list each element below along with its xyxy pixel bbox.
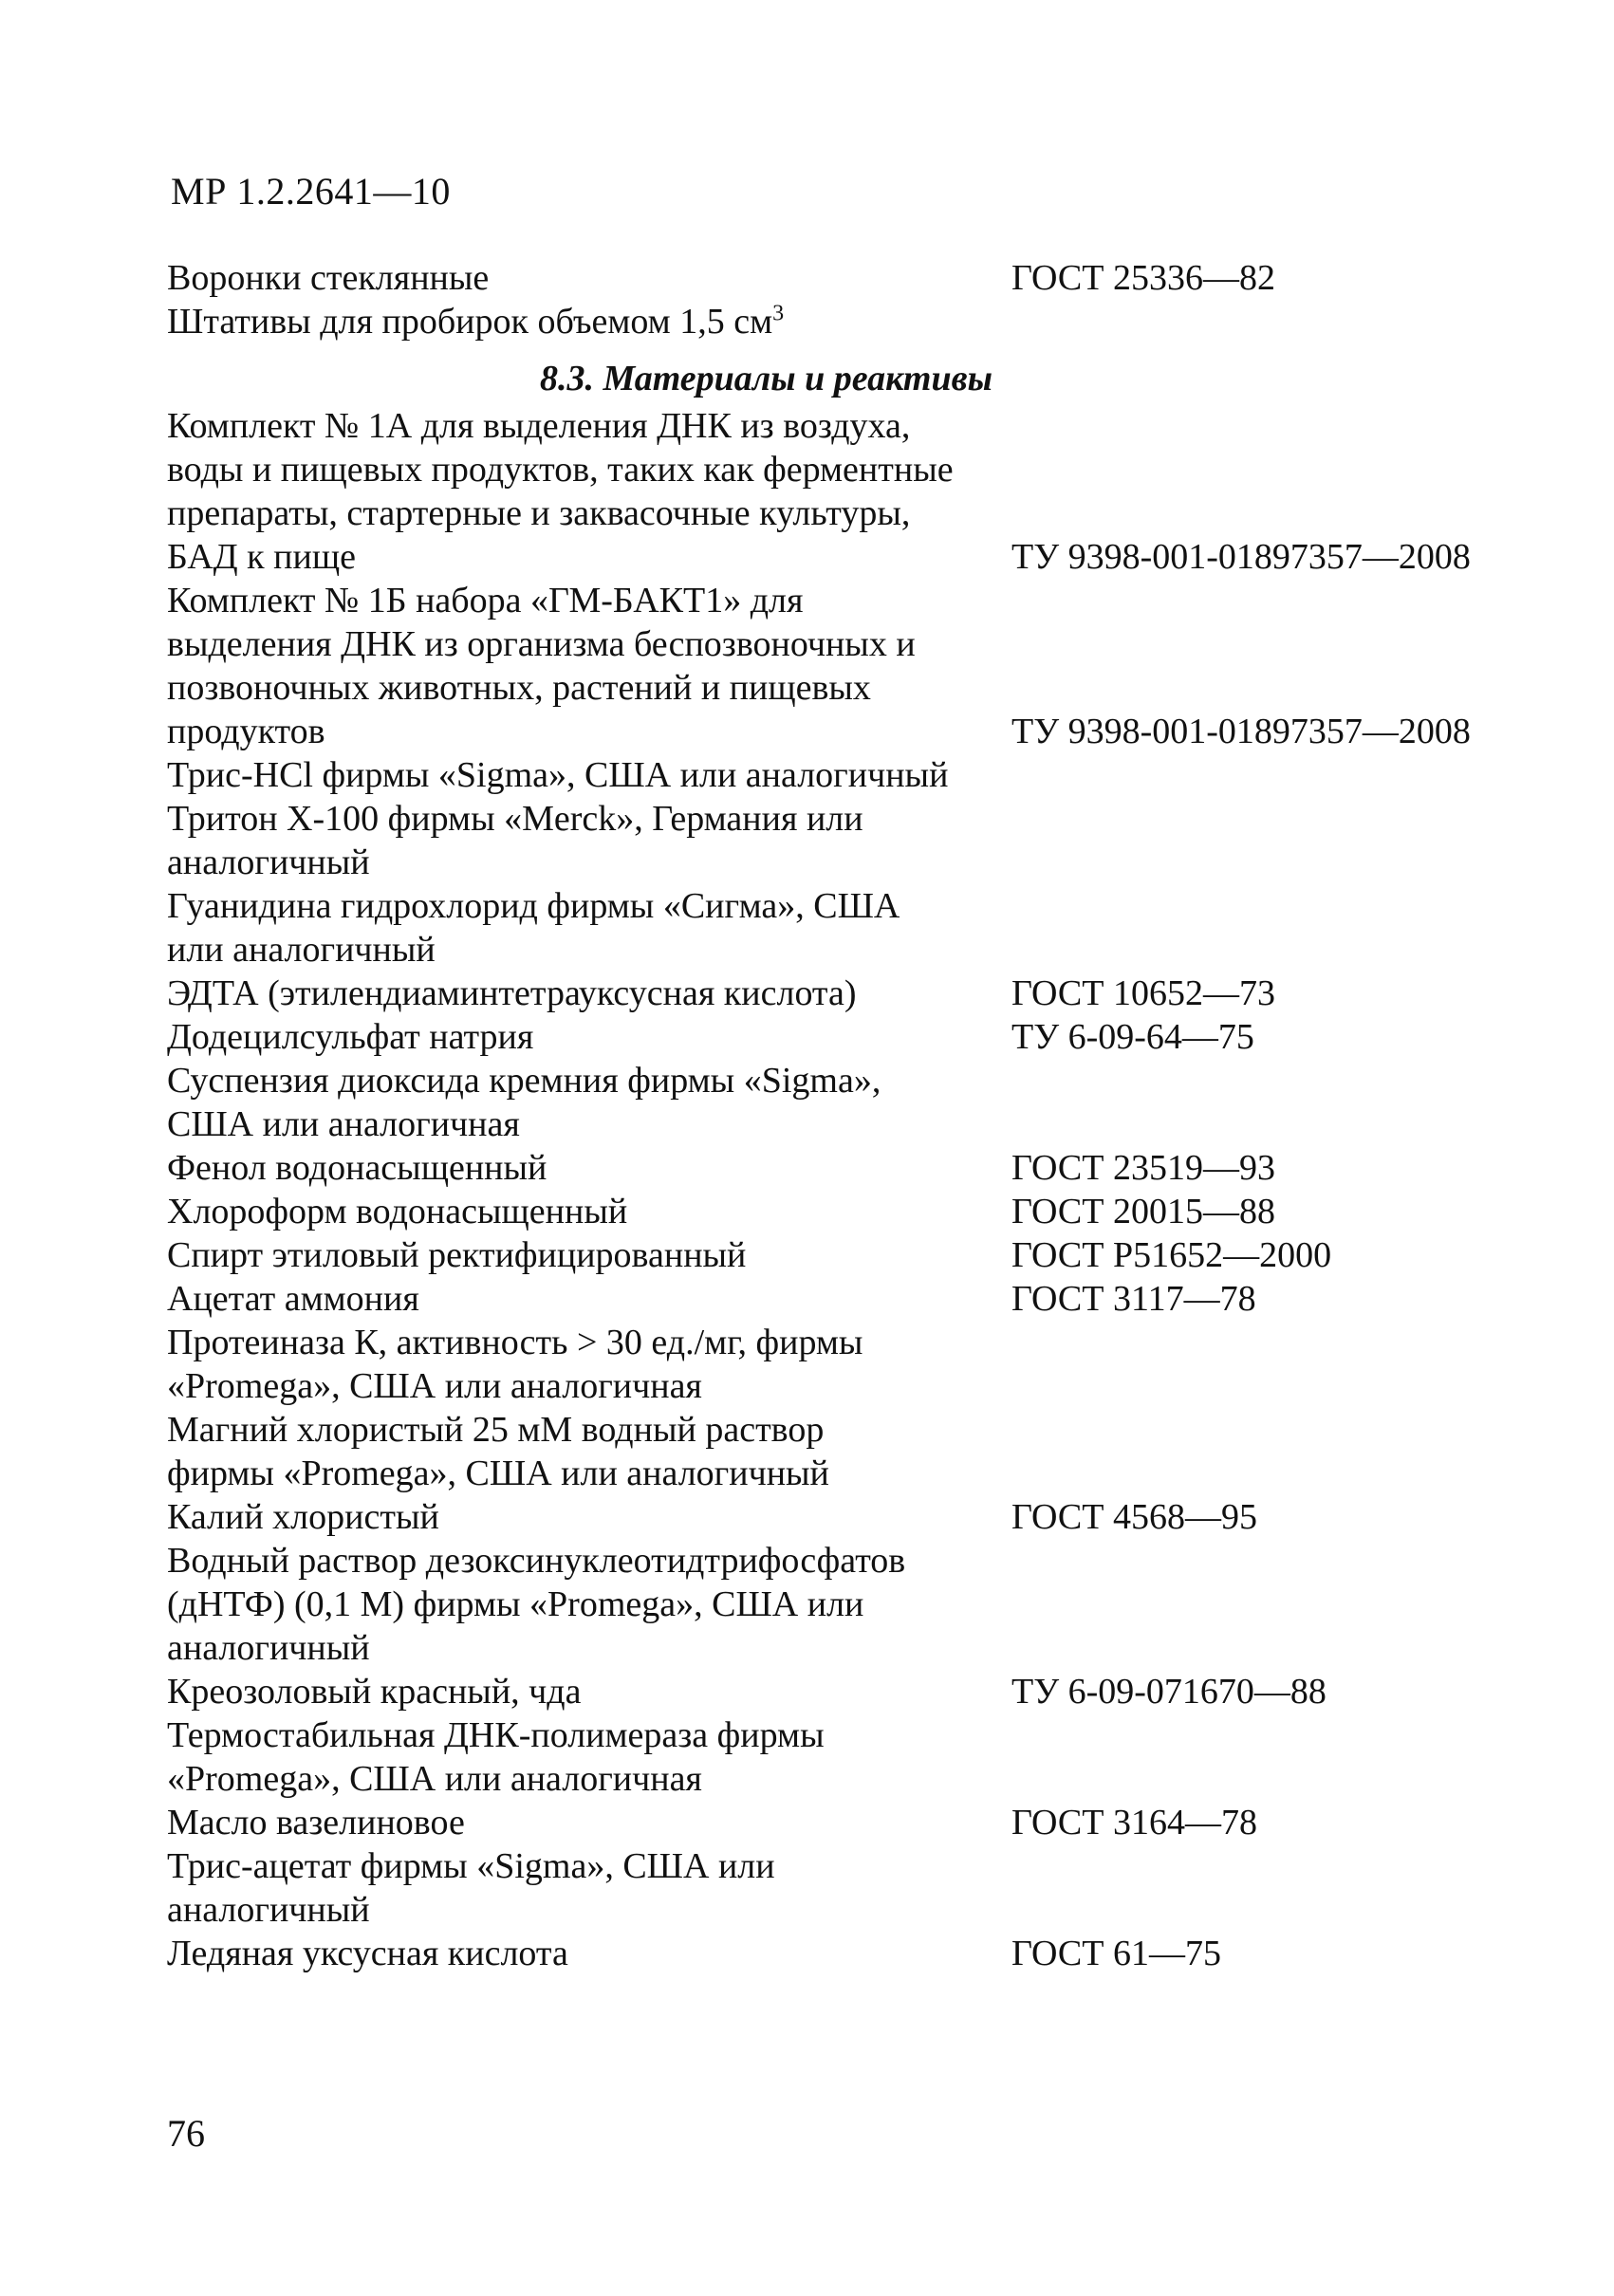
material-row	[167, 1539, 1514, 1670]
material-row	[167, 972, 1514, 1015]
material-name-line: Додецилсульфат натрия	[167, 1017, 534, 1057]
material-name	[167, 1408, 1011, 1495]
material-standard: ГОСТ 3164—78	[1011, 1803, 1257, 1842]
material-standard: ТУ 9398-001-01897357—2008	[1011, 537, 1471, 577]
material-name	[167, 1539, 1011, 1670]
material-name	[167, 1146, 1011, 1190]
document-code: МР 1.2.2641—10	[171, 170, 451, 213]
equipment-row	[167, 300, 1514, 343]
page-number: 76	[167, 2112, 205, 2155]
material-standard: ГОСТ 23519—93	[1011, 1148, 1275, 1188]
material-name-line: Масло вазелиновое	[167, 1803, 465, 1842]
material-name	[167, 1713, 1011, 1801]
material-name	[167, 1190, 1011, 1233]
material-name-line: ЭДТА (этилендиаминтетрауксусная кислота)	[167, 973, 857, 1013]
material-row	[167, 1233, 1514, 1277]
material-row	[167, 1059, 1514, 1146]
material-standard: ГОСТ 3117—78	[1011, 1279, 1256, 1319]
material-name-line: аналогичный	[167, 842, 370, 882]
material-name-line: США или аналогичная	[167, 1104, 520, 1144]
material-name	[167, 1059, 1011, 1146]
equipment-name	[167, 300, 1011, 343]
material-name-line: или аналогичный	[167, 930, 436, 970]
material-row	[167, 884, 1514, 972]
material-row	[167, 1932, 1514, 1975]
material-row	[167, 1801, 1514, 1844]
materials-list	[167, 404, 1514, 1975]
material-name	[167, 1321, 1011, 1408]
material-name-line: Фенол водонасыщенный	[167, 1148, 547, 1188]
material-row	[167, 1495, 1514, 1539]
material-name	[167, 1801, 1011, 1844]
equipment-standard: ГОСТ 25336—82	[1011, 258, 1275, 298]
section-title: 8.3. Материалы и реактивы	[540, 359, 993, 398]
material-name	[167, 1277, 1011, 1321]
material-row	[167, 1844, 1514, 1932]
material-name-line: Суспензия диоксида кремния фирмы «Sigma»,	[167, 1061, 881, 1101]
material-name-line: Трис-ацетат фирмы «Sigma», США или	[167, 1846, 775, 1886]
section-heading	[167, 357, 1514, 400]
material-name-line: «Promega», США или аналогичная	[167, 1759, 702, 1799]
material-name-line: «Promega», США или аналогичная	[167, 1366, 702, 1406]
material-row	[167, 1277, 1514, 1321]
material-name	[167, 1233, 1011, 1277]
material-name-line: выделения ДНК из организма беспозвоночных и	[167, 624, 916, 664]
material-row	[167, 1321, 1514, 1408]
material-standard: ТУ 6-09-071670—88	[1011, 1672, 1326, 1712]
material-name-line: фирмы «Promega», США или аналогичный	[167, 1454, 829, 1493]
material-name-line: продуктов	[167, 712, 325, 751]
material-name	[167, 1015, 1011, 1059]
material-name-line: Комплект № 1А для выделения ДНК из воздуха,	[167, 406, 911, 446]
material-name-line: Спирт этиловый ректифицированный	[167, 1235, 747, 1275]
material-standard: ТУ 9398-001-01897357—2008	[1011, 712, 1471, 751]
material-name	[167, 404, 1011, 579]
material-name-line: Протеиназа К, активность > 30 ед./мг, фирмы	[167, 1323, 863, 1362]
material-name-line: Термостабильная ДНК-полимераза фирмы	[167, 1715, 825, 1755]
material-row	[167, 797, 1514, 884]
material-name	[167, 972, 1011, 1015]
material-name-line: Ледяная уксусная кислота	[167, 1934, 568, 1973]
equipment-name: Воронки стеклянные	[167, 258, 490, 298]
material-row	[167, 1713, 1514, 1801]
material-standard: ГОСТ 10652—73	[1011, 973, 1275, 1013]
material-name-line: Трис-HCl фирмы «Sigma», США или аналогичный	[167, 755, 949, 795]
material-name	[167, 884, 1011, 972]
material-name	[167, 797, 1011, 884]
material-name-line: воды и пищевых продуктов, таких как ферментные	[167, 450, 954, 490]
unit-superscript: 3	[772, 301, 785, 326]
document-body	[167, 256, 1514, 1975]
material-name-line: Магний хлористый 25 мМ водный раствор	[167, 1410, 825, 1450]
equipment-name-text: Штативы для пробирок объемом 1,5 см	[167, 302, 773, 342]
material-name-line: аналогичный	[167, 1628, 370, 1668]
material-row	[167, 1670, 1514, 1713]
material-name-line: (дНТФ) (0,1 М) фирмы «Promega», США или	[167, 1584, 864, 1624]
equipment-row	[167, 256, 1514, 300]
material-standard: ГОСТ 20015—88	[1011, 1192, 1275, 1231]
material-name-line: Калий хлористый	[167, 1497, 439, 1537]
material-name-line: Хлороформ водонасыщенный	[167, 1192, 628, 1231]
material-standard: ГОСТ Р51652—2000	[1011, 1235, 1332, 1275]
material-name-line: БАД к пище	[167, 537, 356, 577]
material-standard: ГОСТ 61—75	[1011, 1934, 1221, 1973]
material-name-line: препараты, стартерные и заквасочные культуры,	[167, 493, 911, 533]
material-name	[167, 1844, 1011, 1932]
material-name-line: Водный раствор дезоксинуклеотидтрифосфатов	[167, 1541, 906, 1581]
material-name	[167, 579, 1011, 753]
material-row	[167, 1015, 1514, 1059]
material-row	[167, 1408, 1514, 1495]
material-name-line: Тритон Х-100 фирмы «Merck», Германия или	[167, 799, 863, 839]
material-standard: ГОСТ 4568—95	[1011, 1497, 1257, 1537]
material-name	[167, 753, 1011, 797]
material-name-line: аналогичный	[167, 1890, 370, 1930]
material-row	[167, 1146, 1514, 1190]
material-row	[167, 1190, 1514, 1233]
material-row	[167, 579, 1514, 753]
material-name	[167, 1495, 1011, 1539]
material-name-line: Гуанидина гидрохлорид фирмы «Сигма», США	[167, 886, 900, 926]
material-name-line: Ацетат аммония	[167, 1279, 419, 1319]
material-name	[167, 1932, 1011, 1975]
material-row	[167, 404, 1514, 579]
material-row	[167, 753, 1514, 797]
material-standard: ТУ 6-09-64—75	[1011, 1017, 1254, 1057]
material-name	[167, 1670, 1011, 1713]
material-name-line: Комплект № 1Б набора «ГМ-БАКТ1» для	[167, 581, 804, 620]
material-name-line: Креозоловый красный, чда	[167, 1672, 582, 1712]
material-name-line: позвоночных животных, растений и пищевых	[167, 668, 871, 708]
